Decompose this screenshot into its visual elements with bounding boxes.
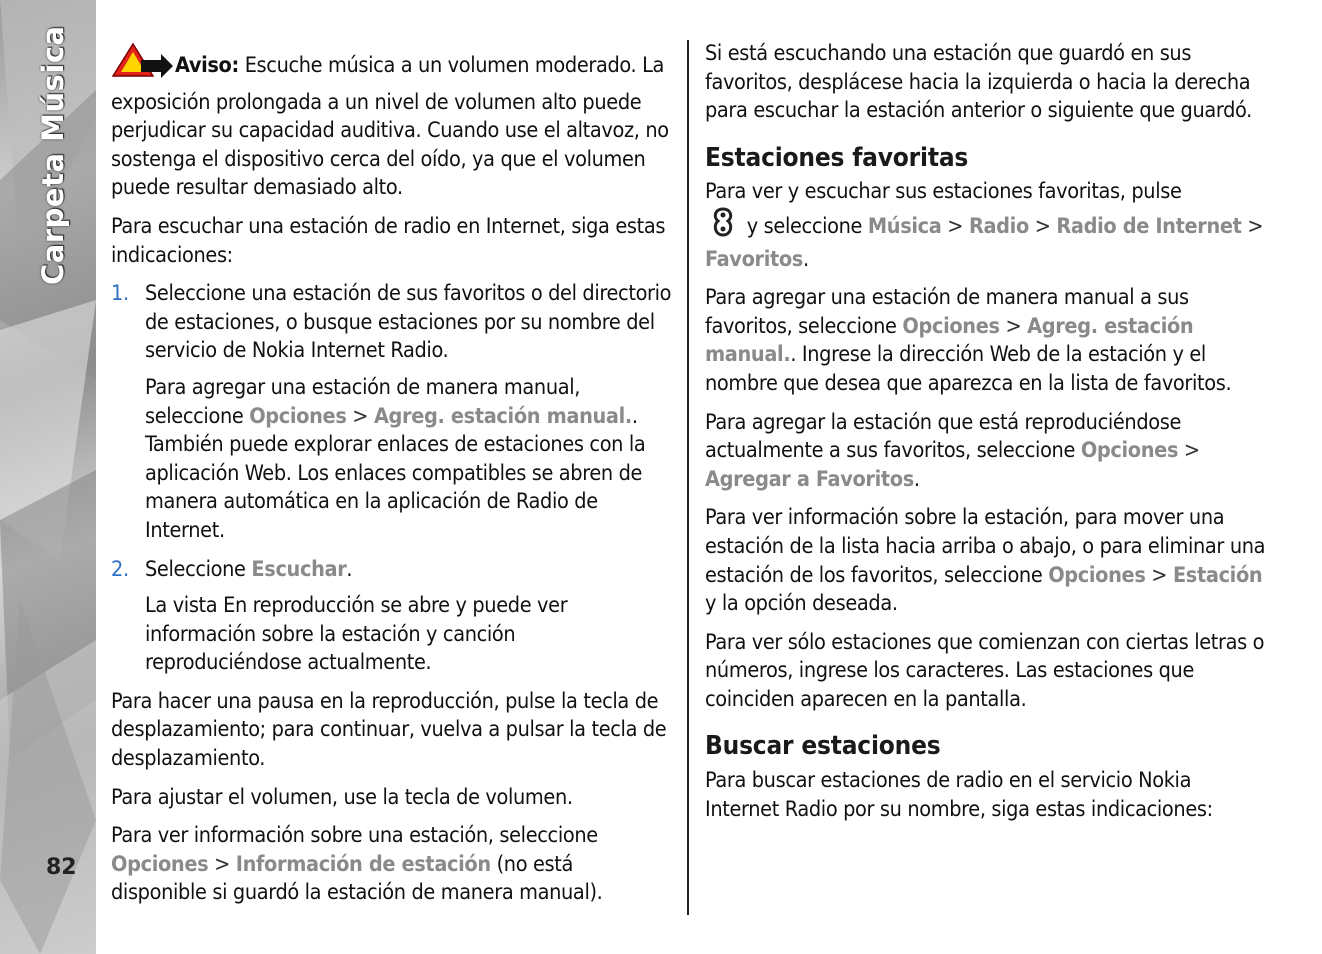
step-subtext-pre: Para agregar una estación de manera manual, seleccione xyxy=(145,374,581,429)
menu-separator: > xyxy=(947,213,964,239)
letters-paragraph: Para ver sólo estaciones que comienzan con ciertas letras o números, ingrese los caracteres. Las estaciones que coinciden aparecen en la pantalla. xyxy=(705,629,1265,712)
period: . xyxy=(802,246,809,272)
menu-separator: > xyxy=(1247,213,1264,239)
list-item xyxy=(111,556,673,678)
volume-text: Para ajustar el volumen, use la tecla de volumen. xyxy=(111,784,573,810)
favorites-scroll-text: Si está escuchando una estación que guardó en sus favoritos, desplácese hacia la izquierda o hacia la derecha para escuchar la estación anterior o siguiente que guardó. xyxy=(705,41,1252,124)
menu-separator: > xyxy=(1151,562,1168,588)
menu-opciones: Opciones xyxy=(902,313,1000,339)
menu-separator: > xyxy=(1034,213,1051,239)
warning-icon xyxy=(111,40,173,89)
info-pre: Para ver información sobre una estación, seleccione xyxy=(111,823,598,849)
fav-pre: Para ver y escuchar sus estaciones favoritas, pulse xyxy=(705,179,1182,205)
list-number: 2. xyxy=(111,556,129,582)
sidebar-decoration xyxy=(0,0,96,954)
station-info-pre: Para ver información sobre la estación, para mover una estación de la lista hacia arriba o abajo, o para eliminar una estación de los favoritos, seleccione xyxy=(705,505,1266,588)
warning-label: Aviso: xyxy=(175,53,239,78)
station-info-paragraph xyxy=(705,504,1267,618)
menu-key-icon xyxy=(705,207,741,246)
menu-separator: > xyxy=(352,403,369,429)
pause-text: Para hacer una pausa en la reproducción, pulse la tecla de desplazamiento; para continuar, vuelva a pulsar la tecla de desplazamiento. xyxy=(111,688,667,772)
step-subtext: La vista En reproducción se abre y puede ver información sobre la estación y canción reproduciéndose actualmente. xyxy=(145,593,568,676)
add-post: . Ingrese la dirección Web de la estación y el nombre que desea que aparezca en la lista de favoritos. xyxy=(705,342,1232,396)
step-text xyxy=(145,556,673,585)
steps-list xyxy=(111,280,673,678)
right-column xyxy=(705,40,1267,834)
warning-text: Escuche música a un volumen moderado. La exposición prolongada a un nivel de volumen alto puede perjudicar su capacidad auditiva. Cuando use el altavoz, no sostenga el dispositivo cerca del oído, ya que el volumen puede resultar demasiado alto. xyxy=(111,53,669,201)
step-subtext-post: . También puede explorar enlaces de estaciones con la aplicación Web. Los enlaces compatibles se abren de manera automática en la aplicación de Radio de Internet. xyxy=(145,403,646,543)
menu-escuchar: Escuchar xyxy=(251,556,347,582)
menu-estacion: Estación xyxy=(1172,562,1263,588)
step-text: Seleccione una estación de sus favoritos o del directorio de estaciones, o busque estaciones por su nombre del servicio de Nokia Internet Radio. xyxy=(145,281,672,364)
heading-buscar-estaciones: Buscar estaciones xyxy=(705,731,941,762)
menu-separator: > xyxy=(1183,438,1200,464)
station-info-post: y la opción deseada. xyxy=(705,591,898,617)
menu-opciones: Opciones xyxy=(249,403,347,429)
step-text-pre: Seleccione xyxy=(145,556,246,582)
list-number: 1. xyxy=(111,281,129,307)
menu-opciones: Opciones xyxy=(1048,562,1146,588)
menu-informacion-estacion: Información de estación xyxy=(235,851,491,877)
menu-opciones: Opciones xyxy=(1080,438,1179,464)
heading-estaciones-favoritas: Estaciones favoritas xyxy=(705,142,969,173)
menu-agregar-favoritos: Agregar a Favoritos xyxy=(705,466,914,492)
left-column xyxy=(111,40,673,918)
menu-agreg-estacion: Agreg. estación manual. xyxy=(373,403,632,429)
add-current-paragraph xyxy=(705,409,1267,495)
add-manual-paragraph xyxy=(705,284,1267,398)
intro-text: Para escuchar una estación de radio en Internet, siga estas indicaciones: xyxy=(111,213,666,268)
period: . xyxy=(913,466,920,492)
section-title: Carpeta Música xyxy=(36,25,70,285)
menu-separator: > xyxy=(1005,313,1022,339)
page-number: 82 xyxy=(46,855,77,880)
search-paragraph: Para buscar estaciones de radio en el servicio Nokia Internet Radio por su nombre, siga estas indicaciones: xyxy=(705,768,1213,822)
cur-pre: Para agregar la estación que está reproduciéndose actualmente a sus favoritos, seleccione xyxy=(705,409,1182,464)
step-subtext xyxy=(145,374,673,546)
menu-radio-de-internet: Radio de Internet xyxy=(1056,213,1242,239)
menu-favoritos: Favoritos xyxy=(705,246,803,272)
info-post: (no está disponible si guardó la estación de manera manual). xyxy=(111,851,603,906)
step-text-post: . xyxy=(346,556,353,582)
menu-opciones: Opciones xyxy=(111,851,209,877)
list-item xyxy=(111,280,673,545)
menu-agreg-estacion: Agreg. estación manual. xyxy=(705,313,1194,368)
menu-separator: > xyxy=(214,851,230,877)
menu-radio: Radio xyxy=(968,213,1029,239)
warning-paragraph xyxy=(111,40,673,203)
favorites-paragraph xyxy=(705,178,1267,274)
fav-mid: y seleccione xyxy=(746,213,863,239)
column-divider xyxy=(687,40,689,915)
menu-musica: Música xyxy=(867,213,942,239)
info-paragraph xyxy=(111,822,673,908)
add-pre: Para agregar una estación de manera manual a sus favoritos, seleccione xyxy=(705,285,1189,339)
